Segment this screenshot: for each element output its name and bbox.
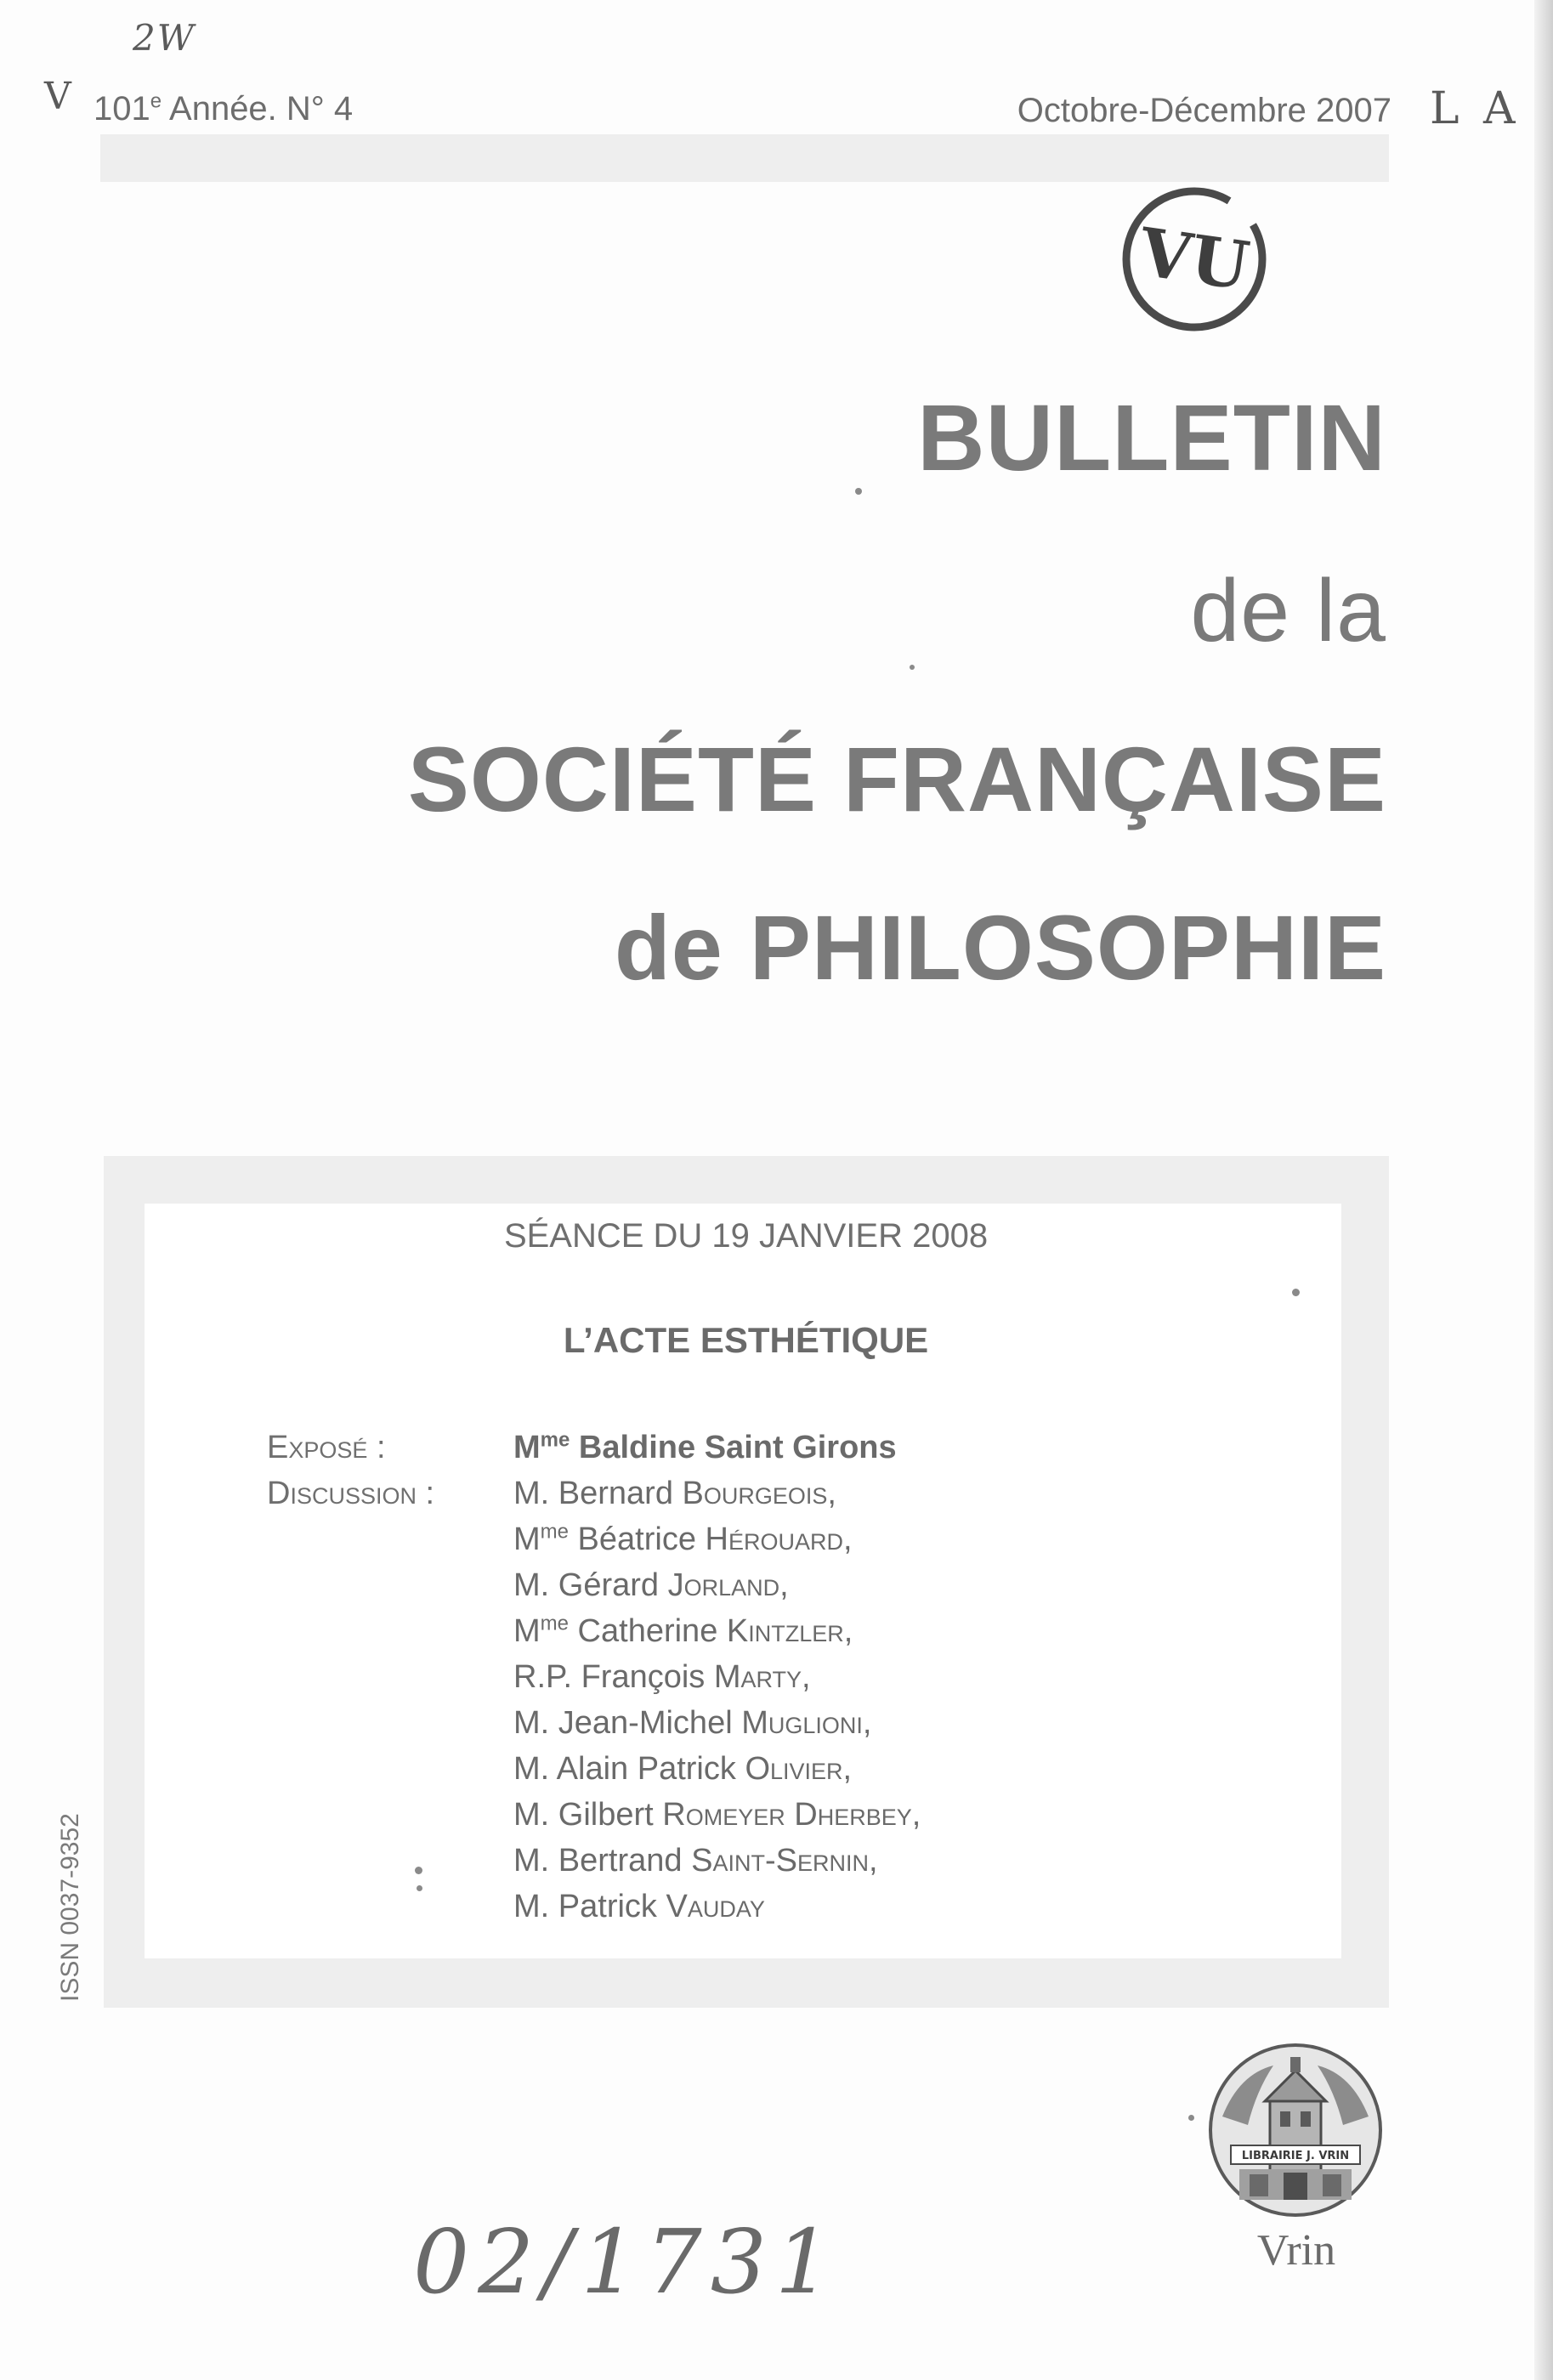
- discussion-speaker: [513, 1567, 789, 1604]
- speaker-surname: Saint-Sernin,: [691, 1843, 878, 1878]
- speaker-surname: Marty,: [713, 1659, 811, 1695]
- speaker-title: M.: [513, 1797, 550, 1833]
- title-de-philosophie: de PHILOSOPHIE: [614, 896, 1386, 999]
- discussion-speaker: [513, 1889, 765, 1925]
- speaker-title: R.P.: [513, 1659, 573, 1695]
- handwritten-top-mark: 2W: [133, 17, 196, 59]
- handwritten-right-mark: L A: [1430, 83, 1521, 134]
- scan-speck: [415, 1867, 422, 1874]
- scan-speck: [855, 488, 862, 495]
- speaker-given-name: Gilbert: [549, 1797, 663, 1833]
- vrin-bookshop-logo-icon: [1205, 2040, 1386, 2220]
- issue-year-number: 101: [94, 90, 150, 128]
- speaker-title-suffix: me: [540, 1612, 569, 1635]
- scan-speck: [910, 665, 915, 670]
- discussion-label: Discussion :: [267, 1476, 435, 1511]
- expose-speaker: [513, 1430, 897, 1466]
- discussion-speaker: [513, 1751, 852, 1788]
- speaker-surname: Kintzler,: [726, 1613, 853, 1649]
- speaker-surname: Bourgeois,: [682, 1476, 836, 1511]
- speaker-surname: Hérouard,: [705, 1522, 853, 1557]
- logo-banner-text: LIBRAIRIE J. VRIN: [1241, 2150, 1350, 2162]
- speaker-title: M: [513, 1613, 541, 1649]
- discussion-speaker: [513, 1522, 853, 1558]
- speaker-surname: Olivier,: [745, 1751, 853, 1787]
- speaker-title-suffix: me: [540, 1520, 569, 1544]
- issue-rest: Année. N° 4: [162, 90, 354, 128]
- header-bar: [100, 134, 1389, 182]
- speaker-title: M.: [513, 1567, 550, 1603]
- scan-speck: [417, 1885, 422, 1891]
- discussion-speaker: [513, 1613, 853, 1650]
- vu-stamp-icon: [1114, 178, 1275, 340]
- speaker-title-suffix: me: [540, 1428, 570, 1452]
- issue-number: [94, 90, 353, 128]
- speaker-surname: Jorland,: [667, 1567, 789, 1603]
- discussion-speaker: [513, 1659, 811, 1696]
- stamp-text: VU: [1134, 213, 1254, 306]
- scan-speck: [1292, 1289, 1300, 1296]
- speaker-title: M.: [513, 1889, 550, 1924]
- page-edge: [1534, 0, 1553, 2380]
- speaker-given-name: Patrick: [549, 1889, 666, 1924]
- speaker-title: M.: [513, 1751, 550, 1787]
- speaker-surname: Muglioni,: [741, 1705, 872, 1741]
- speaker-title: M.: [513, 1843, 550, 1878]
- speaker-given-name: François: [572, 1659, 714, 1695]
- speaker-title: M.: [513, 1705, 550, 1741]
- speaker-given-name: Béatrice: [569, 1522, 706, 1557]
- speaker-surname: Romeyer Dherbey,: [662, 1797, 921, 1833]
- issue-suffix: e: [150, 89, 162, 113]
- speaker-given-name: Alain Patrick: [549, 1751, 745, 1787]
- seance-date: SÉANCE DU 19 JANVIER 2008: [503, 1217, 989, 1255]
- speaker-given-name: Bertrand: [549, 1843, 692, 1878]
- speaker-given-name: Gérard: [549, 1567, 668, 1603]
- scan-speck: [1188, 2115, 1194, 2121]
- discussion-speaker: [513, 1476, 836, 1512]
- speaker-title: M.: [513, 1476, 550, 1511]
- discussion-speaker: [513, 1797, 921, 1833]
- title-societe-francaise: SOCIÉTÉ FRANÇAISE: [407, 728, 1386, 830]
- seance-topic: L’ACTE ESTHÉTIQUE: [563, 1320, 929, 1360]
- handwritten-left-mark: V: [44, 75, 71, 118]
- publisher-name: Vrin: [1256, 2226, 1336, 2275]
- title-de-la: de la: [1190, 562, 1386, 660]
- discussion-speaker: [513, 1705, 871, 1742]
- title-bulletin: BULLETIN: [917, 386, 1386, 490]
- expose-label: Exposé :: [267, 1430, 386, 1465]
- issn-number: ISSN 0037-9352: [56, 1813, 84, 2002]
- handwritten-catalog-number: 02/1731: [413, 2210, 841, 2314]
- discussion-speaker: [513, 1843, 878, 1879]
- speaker-given-name: Bernard: [549, 1476, 683, 1511]
- speaker-surname: Vauday: [666, 1889, 765, 1924]
- speaker-given-name: Catherine: [569, 1613, 727, 1649]
- speaker-given-name: Baldine Saint Girons: [570, 1430, 897, 1465]
- speaker-title: M: [513, 1430, 541, 1465]
- speaker-title: M: [513, 1522, 541, 1557]
- speaker-given-name: Jean-Michel: [549, 1705, 742, 1741]
- issue-date: Octobre-Décembre 2007: [1017, 92, 1391, 129]
